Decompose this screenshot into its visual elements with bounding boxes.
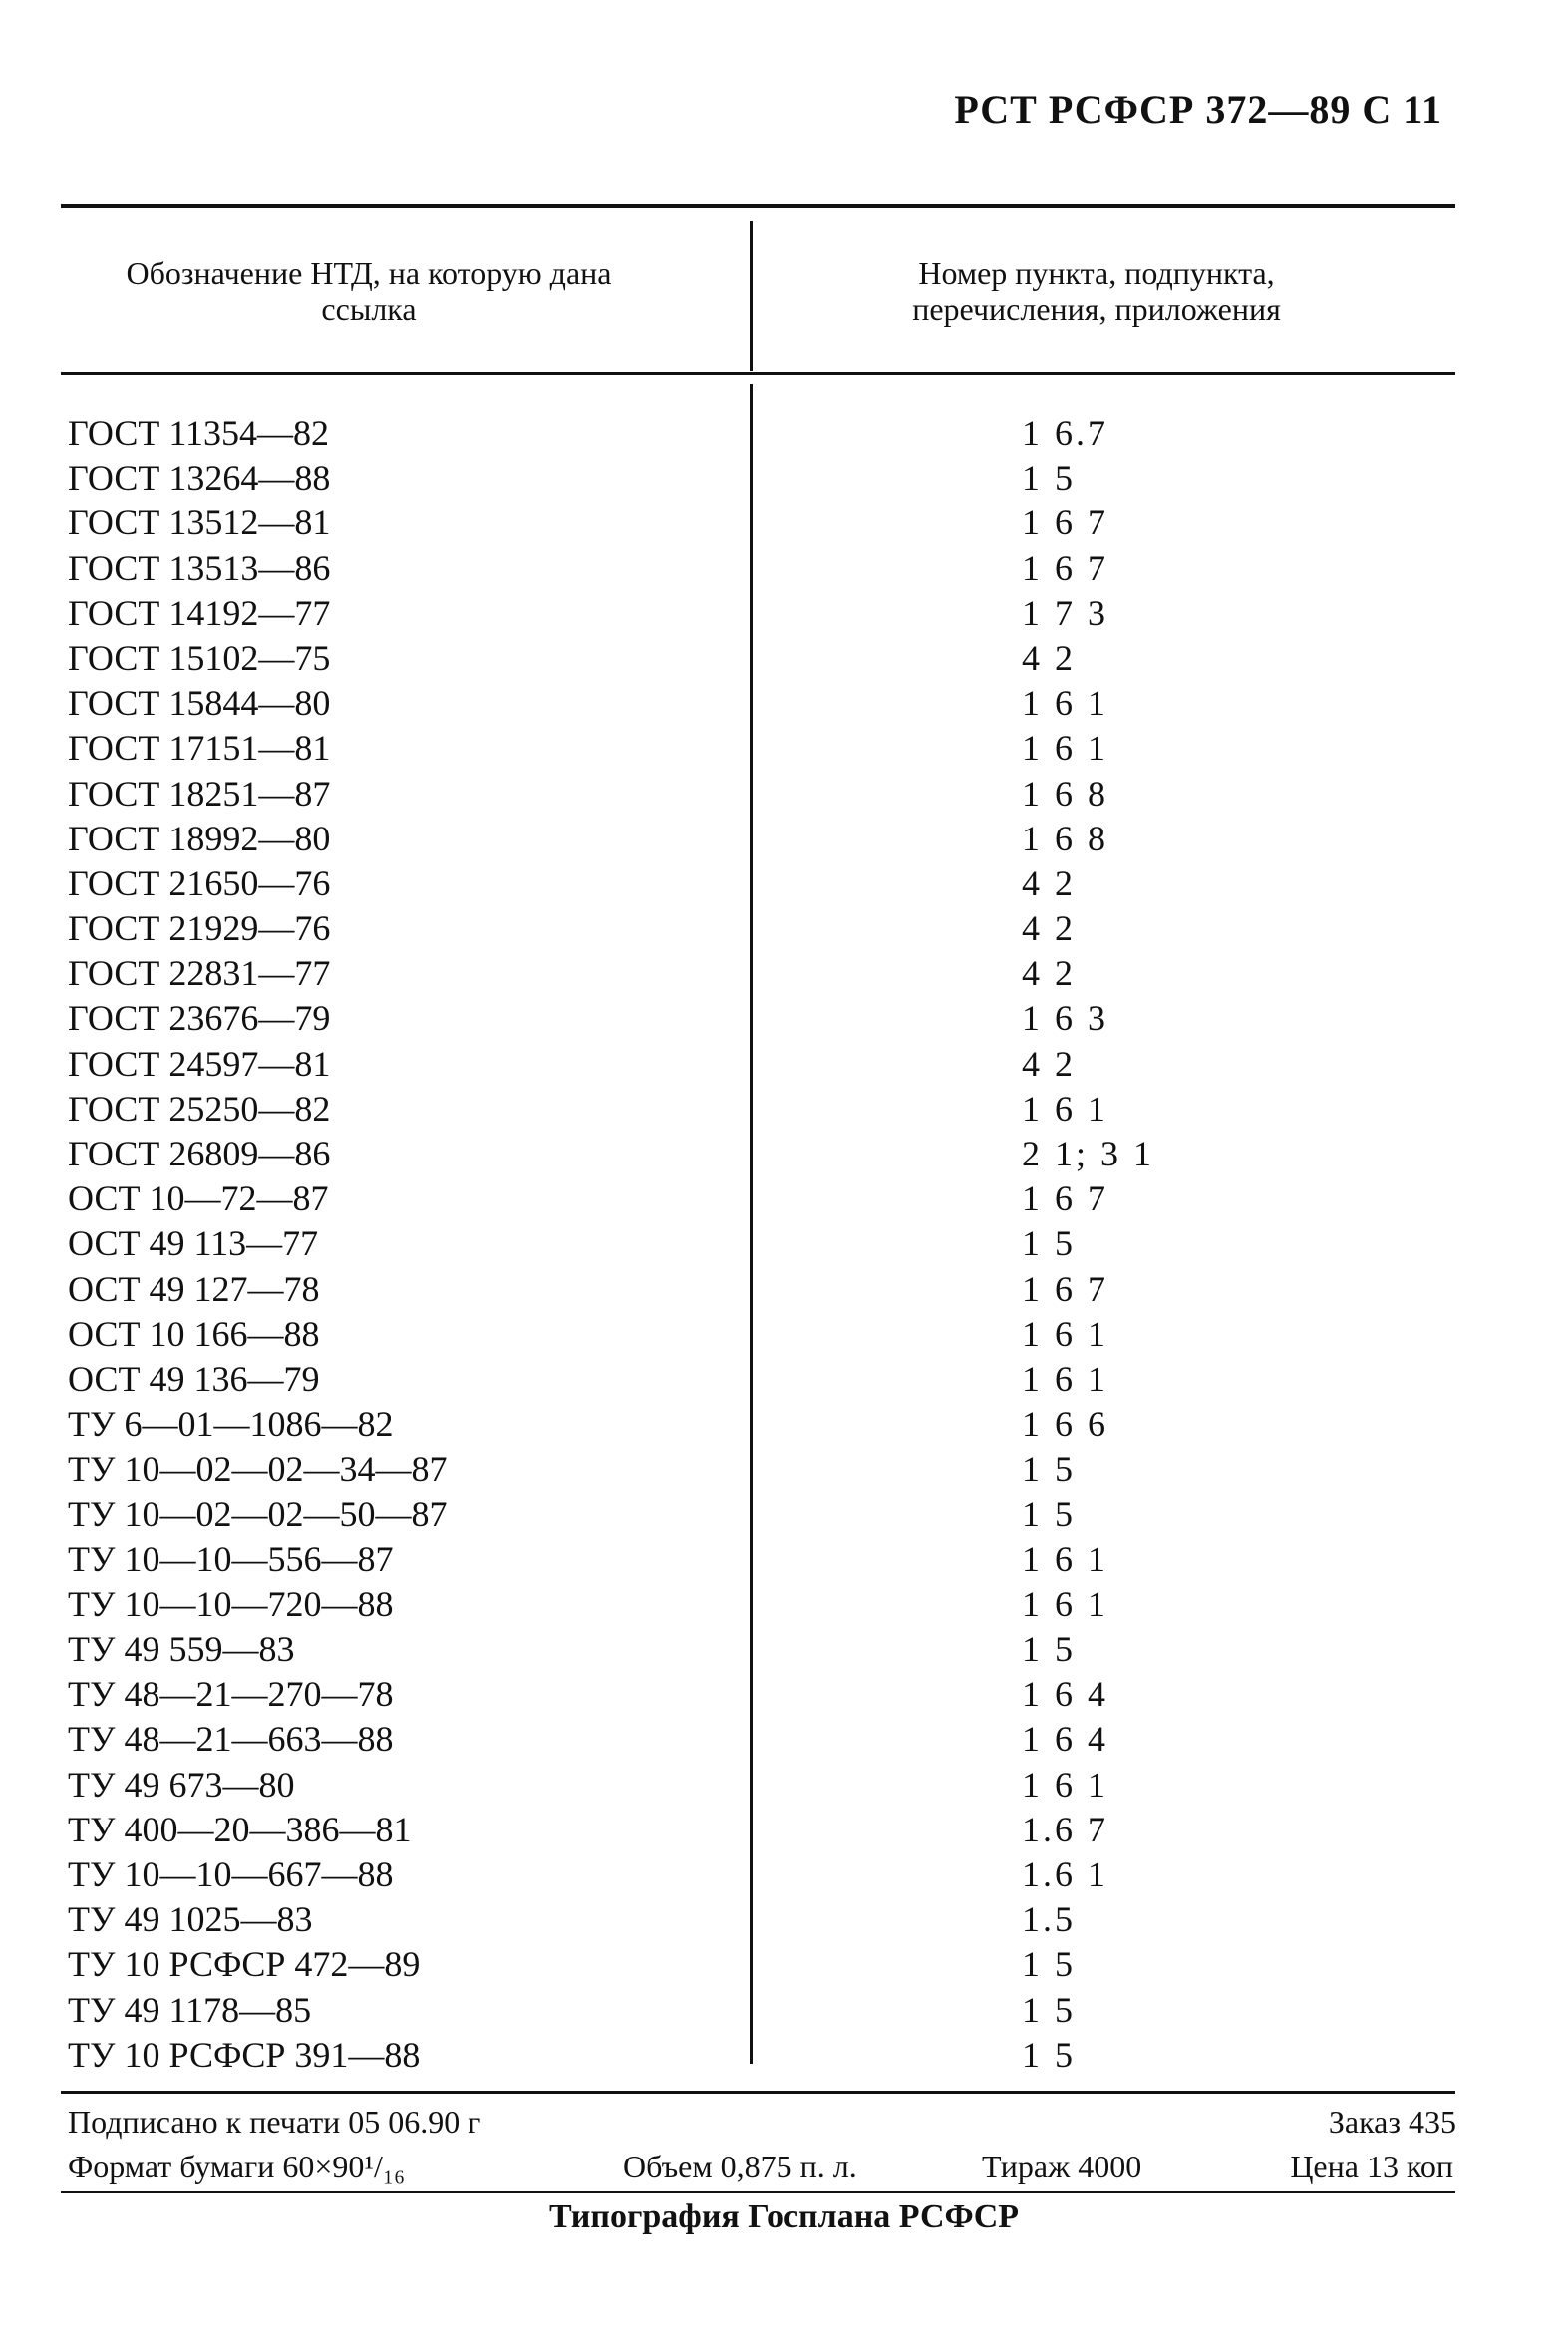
clause-reference: 1 5 xyxy=(1022,1223,1076,1264)
clause-reference: 1 6 7 xyxy=(1022,1268,1108,1309)
table-row xyxy=(0,1357,1568,1402)
clause-reference: 1 6 1 xyxy=(1022,683,1108,724)
ntd-designation: ГОСТ 13512—81 xyxy=(68,502,331,543)
clause-reference: 1 7 3 xyxy=(1022,592,1108,633)
ntd-designation: ГОСТ 26809—86 xyxy=(68,1134,331,1173)
ntd-designation: ГОСТ 18992—80 xyxy=(68,818,331,858)
clause-reference: 1 6 7 xyxy=(1022,502,1108,543)
clause-reference: 1 6 7 xyxy=(1022,547,1108,588)
table-row xyxy=(0,1763,1568,1808)
ntd-designation: ТУ 10 РСФСР 472—89 xyxy=(68,1944,421,1985)
table-row xyxy=(0,681,1568,726)
column-divider-head xyxy=(750,221,753,371)
table-row xyxy=(0,1312,1568,1357)
ntd-designation: ГОСТ 25250—82 xyxy=(68,1088,331,1129)
clause-reference: 1 6 1 xyxy=(1022,1538,1108,1579)
table-row xyxy=(0,1087,1568,1132)
table-row xyxy=(0,500,1568,545)
table-row xyxy=(0,591,1568,636)
clause-reference: 1 6.7 xyxy=(1022,413,1108,453)
signed-for-print: Подписано к печати 05 06.90 г xyxy=(68,2104,481,2140)
ntd-designation: ТУ 10—02—02—50—87 xyxy=(68,1494,448,1534)
clause-reference: 1 6 1 xyxy=(1022,1088,1108,1129)
table-row xyxy=(0,1447,1568,1492)
clause-reference: 1.6 7 xyxy=(1022,1809,1108,1849)
clause-reference: 1 6 8 xyxy=(1022,818,1108,858)
ntd-designation: ГОСТ 23676—79 xyxy=(68,998,331,1039)
clause-reference: 1 6 1 xyxy=(1022,1358,1108,1399)
clause-reference: 1.6 1 xyxy=(1022,1854,1108,1894)
table-row xyxy=(0,1042,1568,1087)
ntd-designation: ТУ 10—10—556—87 xyxy=(68,1538,394,1579)
ntd-designation: ТУ 10—02—02—34—87 xyxy=(68,1449,448,1490)
table-row xyxy=(0,951,1568,996)
ntd-designation: ТУ 48—21—663—88 xyxy=(68,1719,394,1760)
clause-reference: 2 1; 3 1 xyxy=(1022,1134,1155,1173)
table-row xyxy=(0,772,1568,817)
clause-reference: 1 5 xyxy=(1022,458,1076,498)
ntd-designation: ТУ 49 559—83 xyxy=(68,1629,295,1670)
ntd-designation: ГОСТ 13513—86 xyxy=(68,547,331,588)
volume: Объем 0,875 п. л. xyxy=(623,2149,857,2184)
table-row xyxy=(0,1627,1568,1672)
table-row xyxy=(0,456,1568,500)
ntd-designation: ТУ 400—20—386—81 xyxy=(68,1809,412,1849)
ntd-designation: ГОСТ 11354—82 xyxy=(68,413,330,453)
table-row xyxy=(0,1132,1568,1176)
table-row xyxy=(0,1988,1568,2033)
table-row xyxy=(0,411,1568,456)
ntd-designation: ОСТ 49 113—77 xyxy=(68,1223,319,1264)
clause-reference: 1 6 6 xyxy=(1022,1404,1108,1445)
ntd-designation: ГОСТ 21929—76 xyxy=(68,908,331,949)
table-row xyxy=(0,636,1568,681)
ntd-designation: ТУ 10—10—720—88 xyxy=(68,1583,394,1624)
clause-reference: 1 6 1 xyxy=(1022,1313,1108,1354)
column-header-reference: Номер пункта, подпункта, перечисления, приложения xyxy=(912,255,1281,327)
clause-reference: 1.5 xyxy=(1022,1899,1076,1940)
clause-reference: 4 2 xyxy=(1022,637,1076,678)
table-row xyxy=(0,546,1568,591)
clause-reference: 1 5 xyxy=(1022,1989,1076,2030)
clause-reference: 4 2 xyxy=(1022,908,1076,949)
ntd-designation: ГОСТ 21650—76 xyxy=(68,862,331,903)
printing-house: Типография Госплана РСФСР xyxy=(548,2198,1020,2235)
ntd-designation: ГОСТ 22831—77 xyxy=(68,953,331,994)
table-body xyxy=(0,411,1568,2078)
footer-top-rule xyxy=(61,2091,1455,2094)
ntd-designation: ТУ 49 1178—85 xyxy=(68,1989,312,2030)
ntd-designation: ТУ 10—10—667—88 xyxy=(68,1854,394,1894)
table-row xyxy=(0,1897,1568,1942)
table-row xyxy=(0,1942,1568,1987)
clause-reference: 1 6 1 xyxy=(1022,1583,1108,1624)
clause-reference: 1 6 4 xyxy=(1022,1674,1108,1715)
ntd-designation: ТУ 48—21—270—78 xyxy=(68,1674,394,1715)
ntd-designation: ГОСТ 24597—81 xyxy=(68,1043,331,1084)
price: Цена 13 коп xyxy=(1290,2149,1453,2184)
clause-reference: 1 5 xyxy=(1022,2034,1076,2075)
clause-reference: 1 6 3 xyxy=(1022,998,1108,1039)
table-row xyxy=(0,1717,1568,1762)
clause-reference: 1 6 8 xyxy=(1022,773,1108,814)
clause-reference: 4 2 xyxy=(1022,1043,1076,1084)
column-header-designation: Обозначение НТД, на которую дана ссылка xyxy=(126,255,612,327)
ntd-designation: ТУ 49 673—80 xyxy=(68,1764,295,1805)
clause-reference: 1 5 xyxy=(1022,1629,1076,1670)
clause-reference: 1 6 1 xyxy=(1022,728,1108,769)
ntd-designation: ГОСТ 15102—75 xyxy=(68,637,331,678)
table-row xyxy=(0,906,1568,951)
ntd-designation: ОСТ 49 136—79 xyxy=(68,1358,320,1399)
paper-format: Формат бумаги 60×90¹/₁₆ xyxy=(68,2149,406,2184)
table-row xyxy=(0,726,1568,771)
clause-reference: 1 6 1 xyxy=(1022,1764,1108,1805)
ntd-designation: ГОСТ 15844—80 xyxy=(68,683,331,724)
table-header-rule xyxy=(61,372,1455,375)
table-row xyxy=(0,1176,1568,1221)
ntd-designation: ОСТ 10—72—87 xyxy=(68,1178,329,1219)
table-top-rule xyxy=(61,204,1455,208)
table-row xyxy=(0,996,1568,1041)
print-run: Тираж 4000 xyxy=(982,2149,1142,2184)
ntd-designation: ГОСТ 14192—77 xyxy=(68,592,331,633)
clause-reference: 1 5 xyxy=(1022,1449,1076,1490)
table-row xyxy=(0,1852,1568,1897)
table-row xyxy=(0,1672,1568,1717)
ntd-designation: ГОСТ 17151—81 xyxy=(68,728,331,769)
ntd-designation: ГОСТ 13264—88 xyxy=(68,458,331,498)
ntd-designation: ТУ 10 РСФСР 391—88 xyxy=(68,2034,421,2075)
ntd-designation: ТУ 49 1025—83 xyxy=(68,1899,313,1940)
table-row xyxy=(0,2033,1568,2078)
ntd-designation: ГОСТ 18251—87 xyxy=(68,773,331,814)
table-row xyxy=(0,1267,1568,1312)
table-row xyxy=(0,817,1568,861)
clause-reference: 1 6 4 xyxy=(1022,1719,1108,1760)
clause-reference: 4 2 xyxy=(1022,862,1076,903)
table-row xyxy=(0,1808,1568,1852)
table-row xyxy=(0,1537,1568,1582)
table-row xyxy=(0,1402,1568,1447)
table-row xyxy=(0,1582,1568,1627)
order-number: Заказ 435 xyxy=(1328,2104,1456,2140)
clause-reference: 1 5 xyxy=(1022,1494,1076,1534)
ntd-designation: ОСТ 10 166—88 xyxy=(68,1313,320,1354)
clause-reference: 1 5 xyxy=(1022,1944,1076,1985)
clause-reference: 1 6 7 xyxy=(1022,1178,1108,1219)
ntd-designation: ТУ 6—01—1086—82 xyxy=(68,1404,394,1445)
page-header: РСТ РСФСР 372—89 С 11 xyxy=(954,87,1442,132)
table-row xyxy=(0,861,1568,906)
clause-reference: 4 2 xyxy=(1022,953,1076,994)
table-row xyxy=(0,1221,1568,1266)
footer-bottom-rule xyxy=(61,2191,1455,2193)
table-row xyxy=(0,1493,1568,1537)
ntd-designation: ОСТ 49 127—78 xyxy=(68,1268,320,1309)
